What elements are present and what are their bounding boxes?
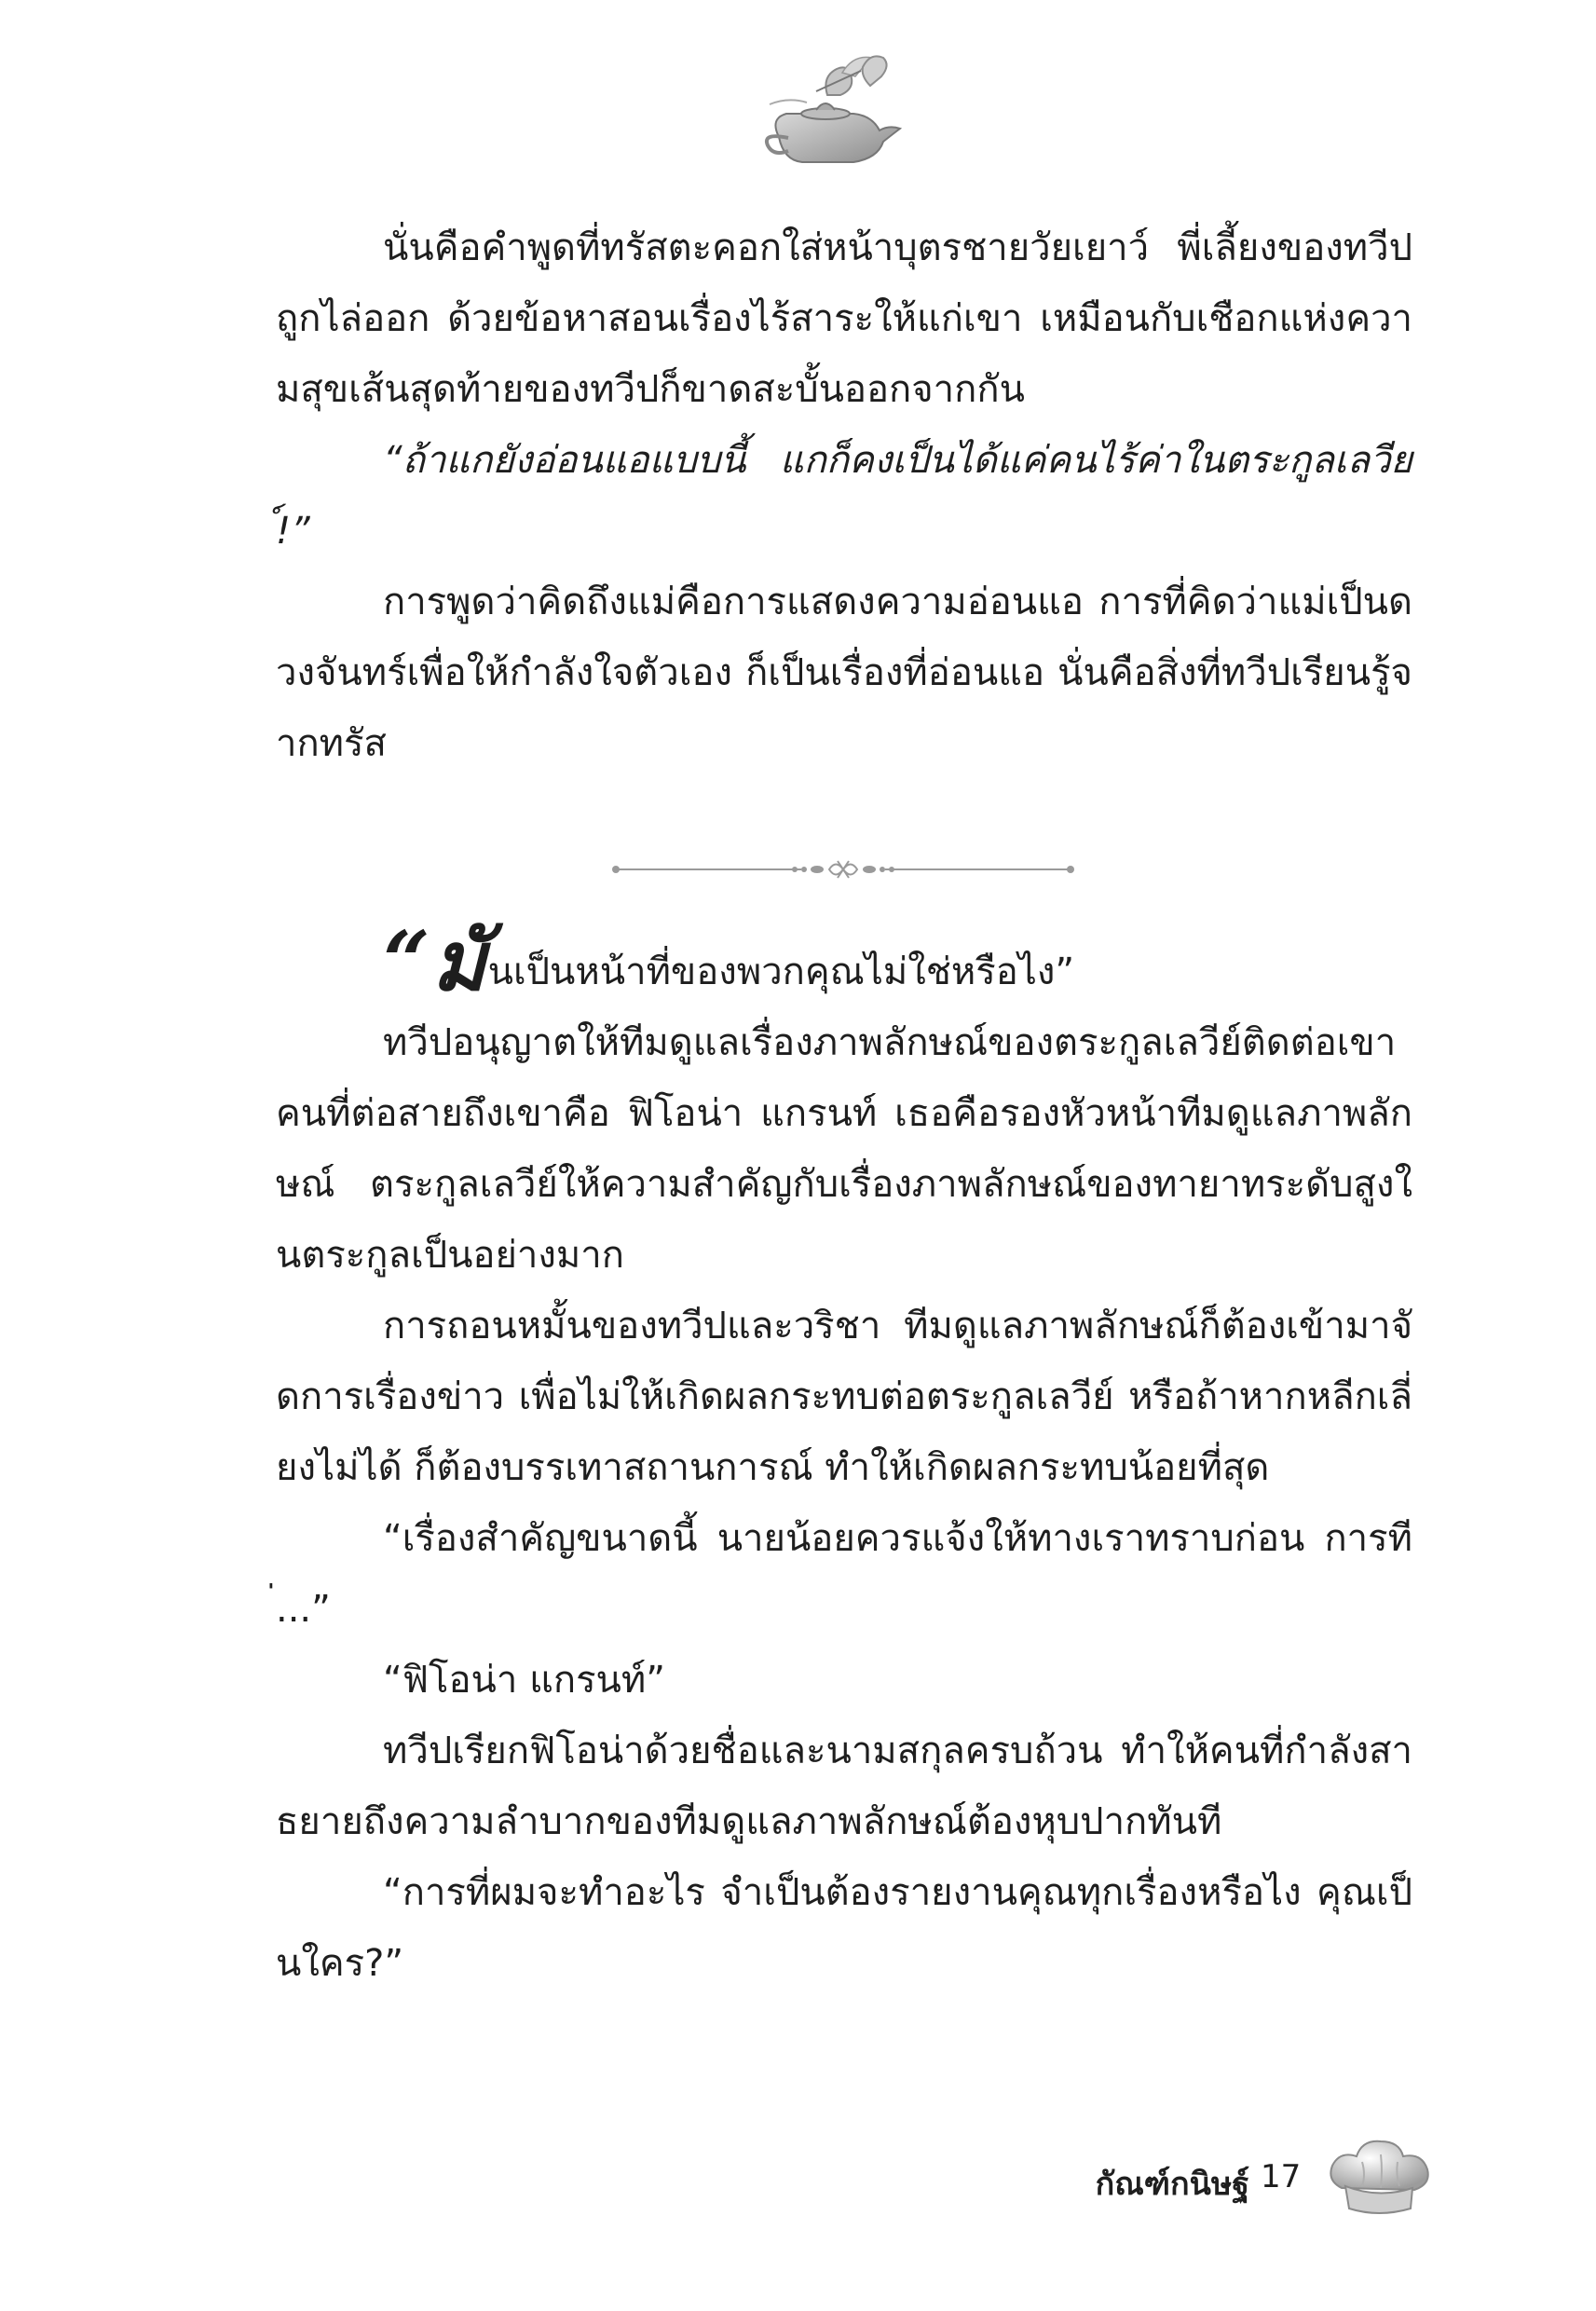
drop-cap-quote: “ — [383, 912, 430, 1009]
paragraph-dialogue: “ฟิโอน่า แกรนท์” — [383, 1659, 665, 1702]
paragraph-italic-quote: “ถ้าแกยังอ่อนแอแบบนี้ แกก็คงเป็นได้แค่คนไร้ค่าในตระกูลเลวีย์!” — [276, 439, 1412, 553]
opening-line — [276, 912, 1412, 1009]
paragraph: การถอนหมั้นของทวีปและวริชา ทีมดูแลภาพลักษณ์ก็ต้องเข้ามาจัดการเรื่องข่าว เพื่อไม่ให้เกิดผลกระทบต่อตระกูลเลวีย์ หรือถ้าหากหลีกเลี่ยงไม่ได้ ก็ต้องบรรเทาสถานการณ์ ทำให้เกิดผลกระทบน้อยที่สุด — [276, 1305, 1412, 1489]
paragraph: การพูดว่าคิดถึงแม่คือการแสดงความอ่อนแอ การที่คิดว่าแม่เป็นดวงจันทร์เพื่อให้กำลังใจตัวเอง ก็เป็นเรื่องที่อ่อนแอ นั่นคือสิ่งที่ทวีปเรียนรู้จากทรัส — [276, 581, 1412, 765]
paragraph: ทวีปอนุญาตให้ทีมดูแลเรื่องภาพลักษณ์ของตระกูลเลวีย์ติดต่อเขา คนที่ต่อสายถึงเขาคือ ฟิโอน่า แกรนท์ เธอคือรองหัวหน้าทีมดูแลภาพลักษณ์ ตระกูลเลวีย์ให้ความสำคัญกับเรื่องภาพลักษณ์ของทายาทระดับสูงในตระกูลเป็นอย่างมาก — [276, 1021, 1412, 1277]
paragraph: ทวีปเรียกฟิโอน่าด้วยชื่อและนามสกุลครบถ้วน ทำให้คนที่กำลังสาธยายถึงความลำบากของทีมดูแลภาพลักษณ์ต้องหุบปากทันที — [276, 1730, 1412, 1843]
page-footer — [0, 2134, 1596, 2236]
text-section-top — [276, 212, 1412, 779]
author-name: กัณฑ์กนิษฐ์ — [1095, 2166, 1249, 2203]
opening-line-text: นเป็นหน้าที่ของพวกคุณไม่ใช่หรือไง” — [487, 950, 1075, 993]
chef-hat-icon — [1325, 2134, 1432, 2222]
floral-divider-icon — [610, 855, 1076, 883]
cupid-teapot-ornament-icon — [751, 48, 909, 174]
paragraph: นั่นคือคำพูดที่ทรัสตะคอกใส่หน้าบุตรชายวัยเยาว์ พี่เลี้ยงของทวีปถูกไล่ออก ด้วยข้อหาสอนเรื่องไร้สาระให้แก่เขา เหมือนกับเชือกแห่งความสุขเส้นสุดท้ายของทวีปก็ขาดสะบั้นออกจากกัน — [276, 226, 1412, 411]
drop-cap-letter: มั — [431, 912, 486, 1009]
paragraph-dialogue: “เรื่องสำคัญขนาดนี้ นายน้อยควรแจ้งให้ทางเราทราบก่อน การที่...” — [276, 1517, 1412, 1631]
text-section-bottom — [276, 912, 1412, 1999]
paragraph-dialogue: “การที่ผมจะทำอะไร จำเป็นต้องรายงานคุณทุกเรื่องหรือไง คุณเป็นใคร?” — [276, 1871, 1412, 1985]
page-number: 17 — [1261, 2158, 1302, 2195]
